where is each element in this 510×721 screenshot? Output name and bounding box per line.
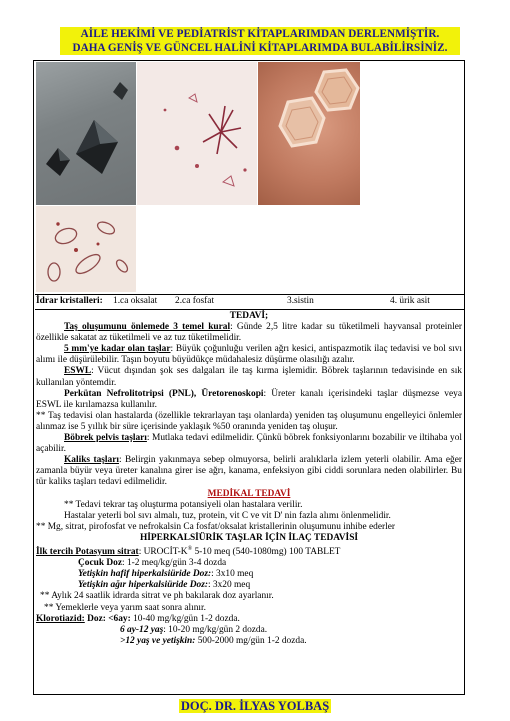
chlorothiazide-child-line: 6 ay-12 yaş: 10-20 mg/kg/gün 2 dozda. <box>120 624 268 635</box>
dose-adjust-note: ** Aylık 24 saatlik idrarda sitrat ve ph bakılarak doz ayarlanır. <box>40 591 274 602</box>
chlorothiazide-line: Klorotiazid: Doz: <6ay: 10-40 mg/kg/gün 1-2 dozda. <box>36 613 240 624</box>
calcium-phosphate-photo <box>137 62 257 205</box>
small-stones-paragraph: 5 mm'ye kadar olan taşlar: Büyük çoğunluğu verilen ağrı kesici, antispazmotik ilaç tedavisi ve bol sıvı alımı ile düşürülebilir. Taşın boyutu büyüdükçe müdahalesiz düşürme olasılığı azalır. <box>36 344 462 366</box>
medical-note-1: ** Tedavi tekrar taş oluşturma potansiyeli olan hastalara verilir. <box>64 499 303 510</box>
first-choice-line: İlk tercih Potasyum sitrat: UROCİT-K® 5-10 meq (540-1080mg) 100 TABLET <box>36 545 341 558</box>
banner-line-2: DAHA GENİŞ VE GÜNCEL HALİNİ KİTAPLARIMDA BULABİLİRSİNİZ. <box>60 41 460 55</box>
medical-note-3: ** Mg, sitrat, pirofosfat ve nefrokalsin Ca fosfat/oksalat kristallerinin oluşumunu inhibe ederler <box>36 521 396 532</box>
medical-note-2: Hastalar yeterli bol sıvı almalı, tuz, protein, vit C ve vit D' nin fazla alımı önlenmelidir. <box>64 510 391 521</box>
pnl-paragraph: Perkütan Nefrolitotripsi (PNL), Üretorenoskopi: Üreter kanalı içerisindeki taşlar düşmezse veya ESWL ile kırılamazsa kullanılır. <box>36 388 462 410</box>
therapy-heading: TEDAVİ; <box>229 311 269 321</box>
header-banner <box>60 27 460 55</box>
author-name: DOÇ. DR. İLYAS YOLBAŞ <box>180 699 330 713</box>
caption-label: İdrar kristalleri: <box>36 296 103 306</box>
article-body <box>36 311 462 647</box>
chlorothiazide-adult-line: >12 yaş ve yetişkin: 500-2000 mg/gün 1-2 dozda. <box>120 635 307 646</box>
severe-dose-line: Yetişkin ağır hiperkalsiüride Doz:: 3x20 meq <box>78 580 251 591</box>
hypercalciuria-heading: HİPERKALSİÜRİK TAŞLAR İÇİN İLAÇ TEDAVİSİ <box>139 532 359 543</box>
crystal-caption <box>35 294 464 310</box>
calyx-stones-paragraph: Kaliks taşları: Belirgin yakınmaya sebep olmuyorsa, belirli aralıklarla izlem yeterli olabilir. Ama eğer zamanla büyür veya üreter kanalına girer ise ağrı, kanama, enfeksiyon gibi ciddi sorunlara neden olabilirler. Bu tür kaliks taşları tedavi edilmelidir. <box>36 455 462 488</box>
crystal-photos <box>36 62 464 292</box>
meal-note: ** Yemeklerle veya yarım saat sonra alınır. <box>44 602 206 613</box>
calcium-oxalate-photo <box>36 62 136 205</box>
therapy-rule-paragraph: Taş oluşumunu önlemede 3 temel kural: Günde 2,5 litre kadar su tüketilmeli hayvansal proteinler özellikle sakatat az tüketilmeli ve az tuz tüketilmelidir. <box>36 322 462 344</box>
recurrence-paragraph: ** Taş tedavisi olan hastalarda (özellikle tekrarlayan taşı olanlarda) yeniden taş oluşumunu engelleyici önlemler alınmaz ise 5 yıllık bir süre içerisinde yaklaşık %50 oranında yeniden taş oluşur. <box>36 410 462 432</box>
uric-acid-photo <box>36 206 136 292</box>
author-footer <box>0 697 510 715</box>
cystine-photo <box>258 62 360 205</box>
caption-item-3: 3.sistin <box>287 296 314 306</box>
caption-item-1: 1.ca oksalat <box>113 296 158 306</box>
caption-item-4: 4. ürik asit <box>390 296 430 306</box>
medical-heading: MEDİKAL TEDAVİ <box>207 488 291 499</box>
caption-item-2: 2.ca fosfat <box>175 296 215 306</box>
eswl-paragraph: ESWL: Vücut dışından şok ses dalgaları ile taş kırma işlemidir. Böbrek taşlarının tedavisinde en sık kullanılan yöntemdir. <box>36 366 462 388</box>
pelvis-stones-paragraph: Böbrek pelvis taşları: Mutlaka tedavi edilmelidir. Çünkü böbrek fonksiyonlarını bozabilir ve iltihaba yol açabilir. <box>36 433 462 455</box>
banner-line-1: AİLE HEKİMİ VE PEDİATRİST KİTAPLARIMDAN DERLENMİŞTİR. <box>60 27 460 41</box>
child-dose-line: Çocuk Doz: 1-2 meq/kg/gün 3-4 dozda <box>78 558 227 569</box>
mild-dose-line: Yetişkin hafif hiperkalsiüride Doz:: 3x10 meq <box>78 569 254 580</box>
